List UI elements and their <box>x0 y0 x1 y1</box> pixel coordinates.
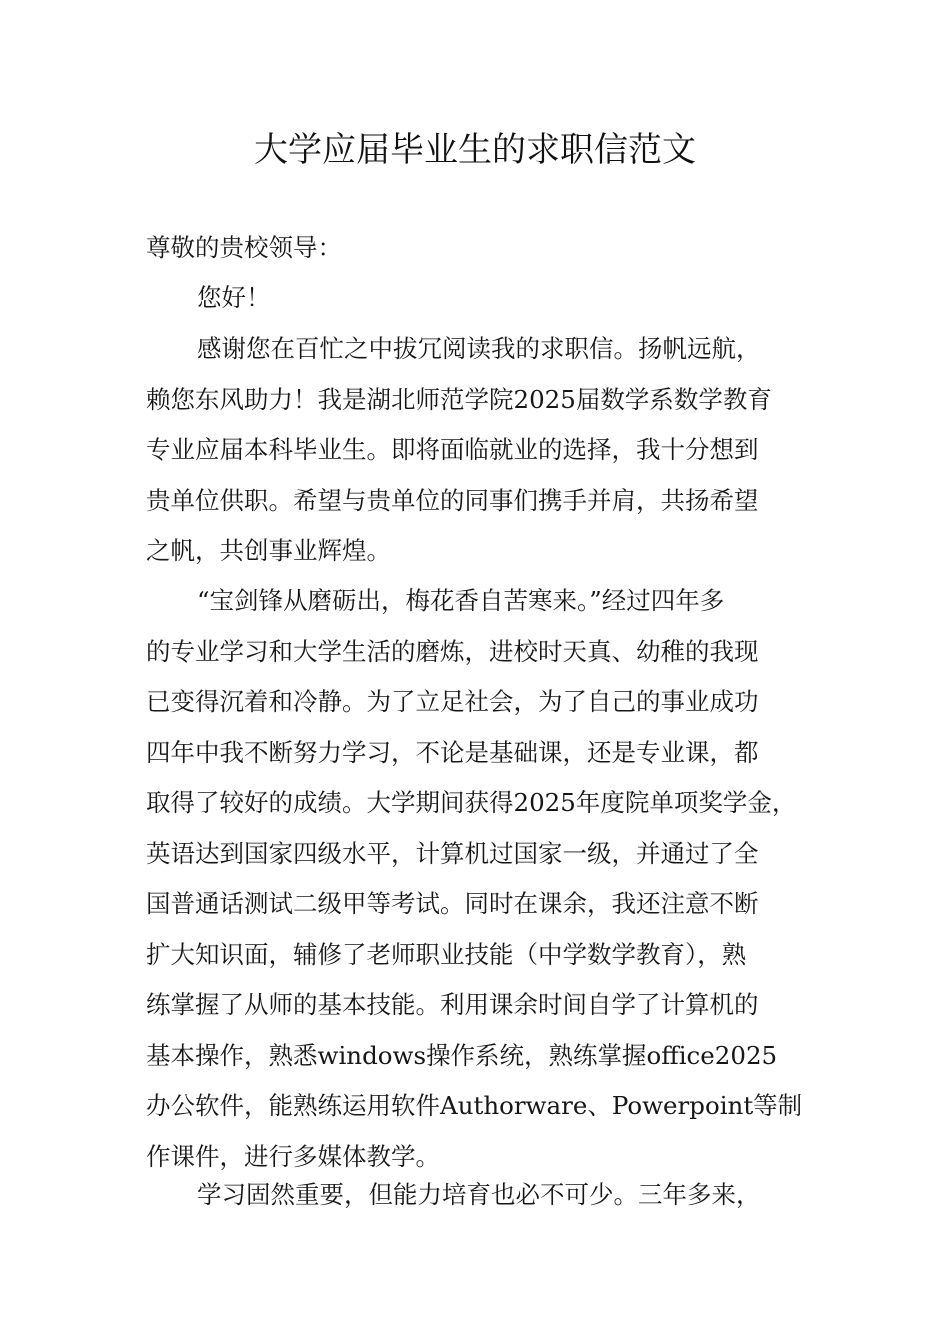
paragraph-line: 贵单位供职。希望与贵单位的同事们携手并肩，共扬希望 <box>146 485 759 515</box>
greeting <box>146 273 816 324</box>
paragraph-line: 已变得沉着和冷静。为了立足社会，为了自己的事业成功 <box>146 687 759 716</box>
paragraph-line: “宝剑锋从磨砺出，梅花香自苦寒来。”经过四年多 <box>197 586 725 615</box>
paragraph-line: 基本操作，熟悉windows操作系统，熟练掌握office2025 <box>146 1040 778 1070</box>
paragraph-3 <box>146 1170 816 1221</box>
paragraph-line: 练掌握了从师的基本技能。利用课余时间自学了计算机的 <box>146 990 759 1019</box>
paragraph-1 <box>146 324 816 577</box>
salutation: 尊敬的贵校领导： <box>146 233 342 262</box>
paragraph-line: 作课件，进行多媒体教学。 <box>146 1141 440 1171</box>
paragraph-line: 专业应届本科毕业生。即将面临就业的选择，我十分想到 <box>146 435 759 464</box>
paragraph-line: 赖您东风助力！我是湖北师范学院2025届数学系数学教育 <box>146 384 772 414</box>
paragraph-line: 国普通话测试二级甲等考试。同时在课余，我还注意不断 <box>146 889 759 918</box>
paragraph-line: 办公软件，能熟练运用软件Authorware、Powerpoint等制 <box>146 1091 803 1120</box>
paragraph-line: 的专业学习和大学生活的磨炼，进校时天真、幼稚的我现 <box>146 636 759 666</box>
paragraph-2 <box>146 576 816 1182</box>
paragraph-line: 扩大知识面，辅修了老师职业技能（中学数学教育），熟 <box>146 939 747 969</box>
paragraph-line: 四年中我不断努力学习，不论是基础课，还是专业课，都 <box>146 737 759 767</box>
paragraph-line: 取得了较好的成绩。大学期间获得2025年度院单项奖学金， <box>146 788 797 817</box>
document-title: 大学应届毕业生的求职信范文 <box>254 130 696 170</box>
paragraph-line: 之帆，共创事业辉煌。 <box>146 536 391 565</box>
paragraph-line: 学习固然重要，但能力培育也必不可少。三年多来， <box>197 1180 761 1209</box>
greeting-line: 您好！ <box>197 283 271 312</box>
paragraph-line: 英语达到国家四级水平，计算机过国家一级，并通过了全 <box>146 838 759 868</box>
paragraph-line: 感谢您在百忙之中拔冗阅读我的求职信。扬帆远航， <box>197 334 761 363</box>
